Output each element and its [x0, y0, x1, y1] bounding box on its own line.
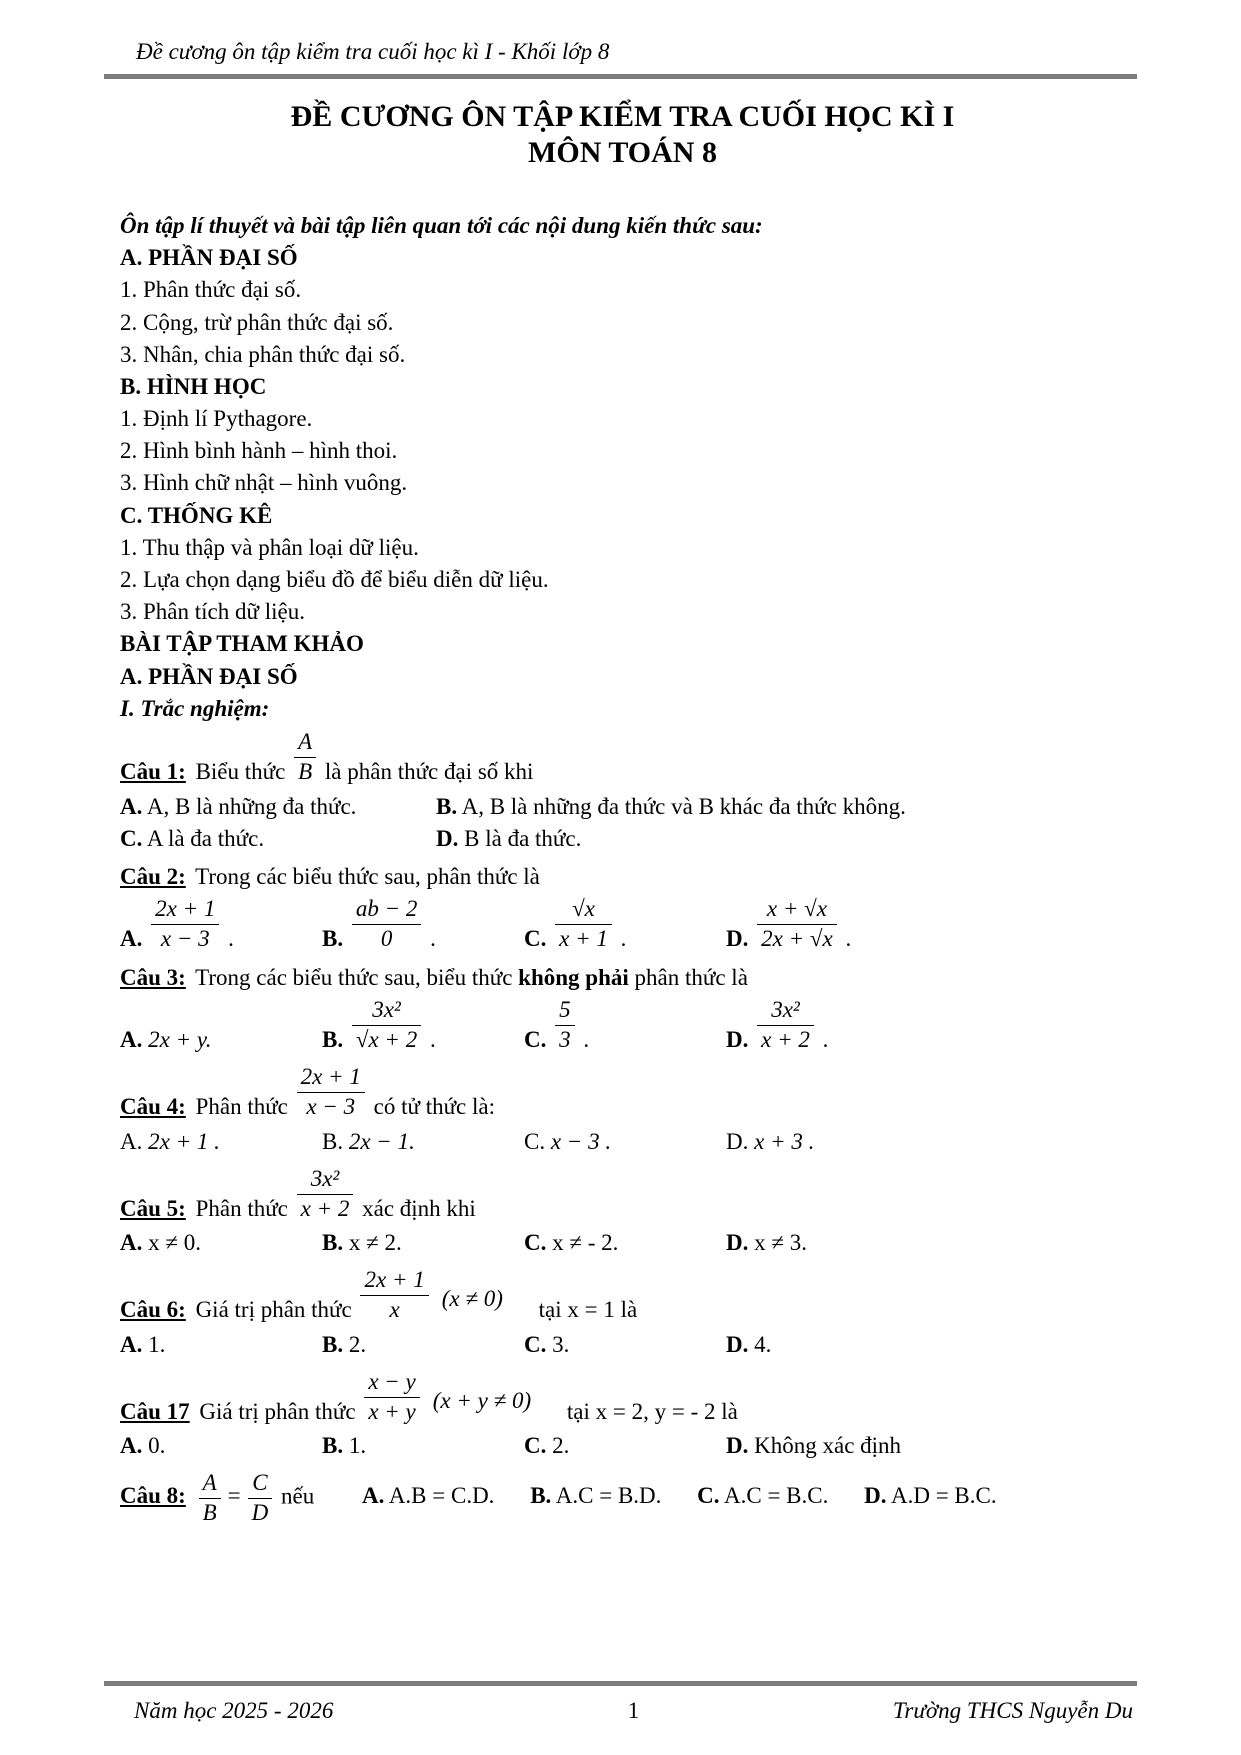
option-b: [322, 1329, 524, 1361]
option-letter: A.: [120, 1432, 143, 1458]
option-text: 4.: [754, 1331, 772, 1357]
question-4-label: Câu 4:: [120, 1094, 186, 1120]
question-8-stem: [120, 1469, 1125, 1527]
page-number: 1: [627, 1697, 640, 1723]
fraction-denominator: 2x + √x: [761, 925, 833, 951]
question-3-label: Câu 3:: [120, 965, 186, 990]
doc-title: [120, 99, 1125, 170]
question-6-post: tại x = 1 là: [538, 1297, 638, 1323]
outline-item: 1. Phân thức đại số.: [120, 277, 302, 303]
fraction: [361, 1368, 422, 1426]
option-letter: A.: [120, 794, 143, 820]
fraction-denominator: x + 2: [761, 1027, 810, 1053]
option-letter: C.: [120, 826, 143, 852]
outline-item: 2. Lựa chọn dạng biểu đồ để biểu diễn dữ liệu.: [120, 567, 549, 593]
option-letter: D.: [864, 1483, 887, 1509]
fraction: [357, 1266, 431, 1324]
fraction-numerator: 2x + 1: [360, 1266, 428, 1296]
option-d: [864, 1483, 996, 1508]
option-text: x ≠ 0.: [148, 1230, 201, 1256]
fraction-denominator: √x + 2: [355, 1027, 418, 1053]
doc-title-line2: MÔN TOÁN 8: [528, 135, 717, 169]
fraction: [552, 895, 615, 953]
page-footer: [104, 1681, 1137, 1727]
question-5-pre: Phân thức: [195, 1195, 288, 1221]
option-c: [524, 1227, 726, 1259]
option-text: x + 3 .: [754, 1128, 815, 1154]
question-5-options: [120, 1227, 1125, 1259]
condition-text: (x ≠ 0): [441, 1286, 503, 1312]
outline-item: 1. Định lí Pythagore.: [120, 406, 313, 432]
outline-item: 3. Phân tích dữ liệu.: [120, 599, 305, 625]
equals-sign: =: [227, 1483, 241, 1509]
intro-text: Ôn tập lí thuyết và bài tập liên quan tới các nội dung kiến thức sau:: [120, 212, 763, 238]
option-letter: A.: [120, 1027, 143, 1053]
option-after: .: [228, 925, 234, 951]
heading-algebra: A. PHẦN ĐẠI SỐ: [120, 245, 298, 271]
question-4-stem: [120, 1063, 1125, 1123]
fraction-numerator: 2x + 1: [297, 1063, 365, 1093]
fraction-numerator: ab − 2: [352, 895, 422, 925]
option-letter: A.: [120, 1128, 143, 1154]
fraction-denominator: B: [298, 759, 313, 785]
option-letter: B.: [322, 1331, 344, 1357]
option-after: .: [822, 1027, 829, 1053]
condition-text: (x + y ≠ 0): [432, 1387, 532, 1413]
footer-row: [104, 1695, 1137, 1727]
option-text: 1.: [148, 1331, 166, 1357]
option-c: [524, 1329, 726, 1361]
option-letter: A.: [120, 925, 143, 951]
fraction-denominator: B: [202, 1500, 217, 1526]
fraction-numerator: 3x²: [352, 996, 421, 1026]
heading-multiple-choice: I. Trắc nghiệm:: [120, 695, 270, 721]
option-a: [120, 1024, 322, 1056]
option-letter: A.: [361, 1483, 385, 1509]
fraction-numerator: 3x²: [297, 1165, 354, 1195]
fraction: [349, 895, 425, 953]
fraction: [754, 996, 817, 1054]
option-letter: D.: [726, 1331, 749, 1357]
option-text: x ≠ 2.: [348, 1230, 402, 1256]
option-letter: C.: [697, 1483, 720, 1509]
question-7-stem: [120, 1368, 1125, 1428]
option-text: x ≠ - 2.: [552, 1230, 619, 1256]
fraction-denominator: x + y: [368, 1398, 416, 1424]
option-letter: C.: [524, 1128, 546, 1154]
question-1-label: Câu 1:: [120, 759, 186, 785]
fraction-numerator: √x: [555, 895, 612, 925]
option-a: [120, 895, 322, 955]
option-letter: D.: [726, 1230, 749, 1256]
question-5-label: Câu 5:: [120, 1195, 186, 1221]
fraction: [754, 895, 840, 953]
question-7-pre: Giá trị phân thức: [199, 1398, 356, 1424]
option-c: [524, 895, 726, 955]
question-7-label: Câu 17: [120, 1398, 190, 1424]
option-c: [524, 1430, 726, 1462]
question-3-pre: Trong các biểu thức sau, biểu thức: [195, 965, 513, 990]
option-d: [726, 1430, 1125, 1462]
footer-school-name: Trường THCS Nguyễn Du: [892, 1697, 1133, 1723]
fraction-numerator: x − y: [364, 1368, 419, 1398]
fraction: [349, 996, 424, 1054]
fraction-numerator: A: [199, 1469, 221, 1499]
outline-item: 2. Hình bình hành – hình thoi.: [120, 438, 398, 464]
question-4-options: [120, 1126, 1125, 1158]
heading-exercises: BÀI TẬP THAM KHẢO: [120, 631, 364, 657]
heading-part-a: A. PHẦN ĐẠI SỐ: [120, 663, 298, 689]
question-1-stem: [120, 728, 1125, 788]
option-b: [322, 895, 524, 955]
option-letter: B.: [322, 1027, 344, 1053]
option-c: [697, 1483, 828, 1508]
option-text: A.B = C.D.: [388, 1483, 495, 1509]
fraction-numerator: A: [294, 728, 316, 758]
option-after: .: [429, 1027, 436, 1053]
question-4-pre: Phân thức: [195, 1094, 288, 1120]
option-text: Không xác định: [754, 1432, 902, 1458]
fraction: [294, 1165, 357, 1223]
option-letter: A.: [120, 1230, 143, 1256]
question-5-stem: [120, 1165, 1125, 1225]
question-2-label: Câu 2:: [120, 863, 186, 889]
option-a: [120, 1126, 322, 1158]
question-3-options: [120, 996, 1125, 1056]
option-text: A.D = B.C.: [890, 1483, 997, 1509]
running-header-text: Đề cương ôn tập kiểm tra cuối học kì I - Khối lớp 8: [136, 39, 610, 64]
question-6-stem: [120, 1266, 1125, 1326]
option-a: [362, 1483, 494, 1508]
option-letter: B.: [322, 925, 344, 951]
option-b: [530, 1483, 661, 1508]
option-d: [726, 1227, 1125, 1259]
fraction-numerator: 2x + 1: [151, 895, 219, 925]
outline-item: 3. Hình chữ nhật – hình vuông.: [120, 470, 408, 496]
running-header: [0, 0, 1241, 70]
fraction-denominator: x: [389, 1297, 400, 1323]
fraction-denominator: x + 2: [300, 1195, 350, 1221]
fraction: [552, 996, 578, 1054]
option-d: [436, 823, 1125, 855]
option-c: [524, 996, 726, 1056]
question-5-post: xác định khi: [362, 1195, 476, 1221]
option-a: [120, 1430, 322, 1462]
fraction: [245, 1469, 276, 1527]
option-a: [120, 791, 436, 823]
page-content: [0, 79, 1241, 1527]
option-letter: D.: [726, 1027, 749, 1053]
option-text: 2.: [552, 1432, 570, 1458]
question-2-stem: [120, 861, 1125, 893]
option-d: [726, 996, 1125, 1056]
outline-item: 3. Nhân, chia phân thức đại số.: [120, 341, 406, 367]
option-letter: C.: [524, 1230, 547, 1256]
option-text: 2x − 1.: [348, 1128, 415, 1154]
question-3-bold: không phải: [518, 965, 629, 990]
option-letter: C.: [524, 1027, 547, 1053]
option-letter: D.: [436, 826, 459, 852]
question-3-stem: [120, 962, 1125, 994]
question-1-pre: Biểu thức: [195, 759, 286, 785]
option-letter: B.: [322, 1230, 344, 1256]
option-letter: B.: [322, 1128, 344, 1154]
option-letter: D.: [726, 1128, 749, 1154]
option-text: A.C = B.C.: [724, 1483, 829, 1509]
option-b: [322, 1430, 524, 1462]
option-text: 3.: [552, 1331, 570, 1357]
option-text: 2.: [348, 1331, 367, 1357]
question-8-post: nếu: [280, 1483, 315, 1509]
fraction-denominator: 3: [559, 1027, 571, 1053]
question-8-label: Câu 8:: [120, 1483, 186, 1509]
fraction-denominator: x − 3: [160, 925, 210, 951]
option-b: [322, 1126, 524, 1158]
option-d: [726, 1126, 1125, 1158]
question-6-label: Câu 6:: [120, 1297, 186, 1323]
footer-rule: [104, 1681, 1137, 1686]
option-text: A, B là những đa thức.: [146, 794, 357, 820]
fraction-denominator: 0: [380, 925, 393, 951]
question-1-options: [120, 791, 1125, 855]
option-letter: C.: [524, 925, 547, 951]
doc-title-line1: ĐỀ CƯƠNG ÔN TẬP KIỂM TRA CUỐI HỌC KÌ I: [290, 100, 955, 134]
option-c: [120, 823, 436, 855]
fraction-numerator: 3x²: [757, 996, 814, 1026]
option-text: x ≠ 3.: [754, 1230, 807, 1256]
option-text: A.C = B.D.: [555, 1483, 662, 1509]
option-text: A là đa thức.: [146, 826, 265, 852]
question-6-options: [120, 1329, 1125, 1361]
option-b: [322, 1227, 524, 1259]
option-d: [726, 1329, 1125, 1361]
fraction: [291, 728, 319, 786]
option-letter: D.: [726, 925, 749, 951]
outline-item: 2. Cộng, trừ phân thức đại số.: [120, 309, 394, 335]
fraction: [148, 895, 222, 953]
question-2-text: Trong các biểu thức sau, phân thức là: [195, 863, 540, 889]
option-letter: B.: [530, 1483, 552, 1509]
option-text: 1.: [348, 1432, 367, 1458]
option-letter: A.: [120, 1331, 143, 1357]
option-b: [436, 791, 1125, 823]
question-7-options: [120, 1430, 1125, 1462]
question-7-post: tại x = 2, y = - 2 là: [566, 1398, 738, 1424]
option-text: 2x + 1 .: [148, 1128, 220, 1154]
option-after: .: [845, 925, 852, 951]
question-4-post: có tử thức là:: [373, 1094, 495, 1120]
option-text: x − 3 .: [550, 1128, 612, 1154]
option-letter: B.: [322, 1432, 344, 1458]
heading-statistics: C. THỐNG KÊ: [120, 502, 273, 528]
option-a: [120, 1227, 322, 1259]
option-text: A, B là những đa thức và B khác đa thức không.: [461, 794, 906, 820]
fraction-numerator: C: [248, 1469, 273, 1499]
option-letter: C.: [524, 1331, 547, 1357]
outline-item: 1. Thu thập và phân loại dữ liệu.: [120, 534, 419, 560]
option-after: .: [430, 925, 436, 951]
question-1-post: là phân thức đại số khi: [324, 759, 534, 785]
fraction: [196, 1469, 224, 1527]
option-letter: B.: [436, 794, 458, 820]
option-d: [726, 895, 1125, 955]
option-text: B là đa thức.: [464, 826, 582, 852]
fraction: [294, 1063, 368, 1121]
option-letter: D.: [726, 1432, 749, 1458]
heading-geometry: B. HÌNH HỌC: [120, 373, 267, 399]
footer-school-year: Năm học 2025 - 2026: [134, 1697, 334, 1723]
fraction-numerator: 5: [555, 996, 575, 1026]
fraction-numerator: x + √x: [757, 895, 837, 925]
option-c: [524, 1126, 726, 1158]
question-2-options: [120, 895, 1125, 955]
option-a: [120, 1329, 322, 1361]
question-6-pre: Giá trị phân thức: [195, 1297, 352, 1323]
fraction-denominator: x − 3: [306, 1094, 356, 1120]
option-letter: C.: [524, 1432, 547, 1458]
fraction-denominator: D: [251, 1500, 269, 1526]
option-text: 2x + y.: [148, 1027, 212, 1053]
question-3-post: phân thức là: [634, 965, 748, 990]
option-after: .: [620, 925, 627, 951]
option-text: 0.: [148, 1432, 166, 1458]
fraction-denominator: x + 1: [559, 925, 608, 951]
option-after: .: [583, 1027, 590, 1053]
option-b: [322, 996, 524, 1056]
